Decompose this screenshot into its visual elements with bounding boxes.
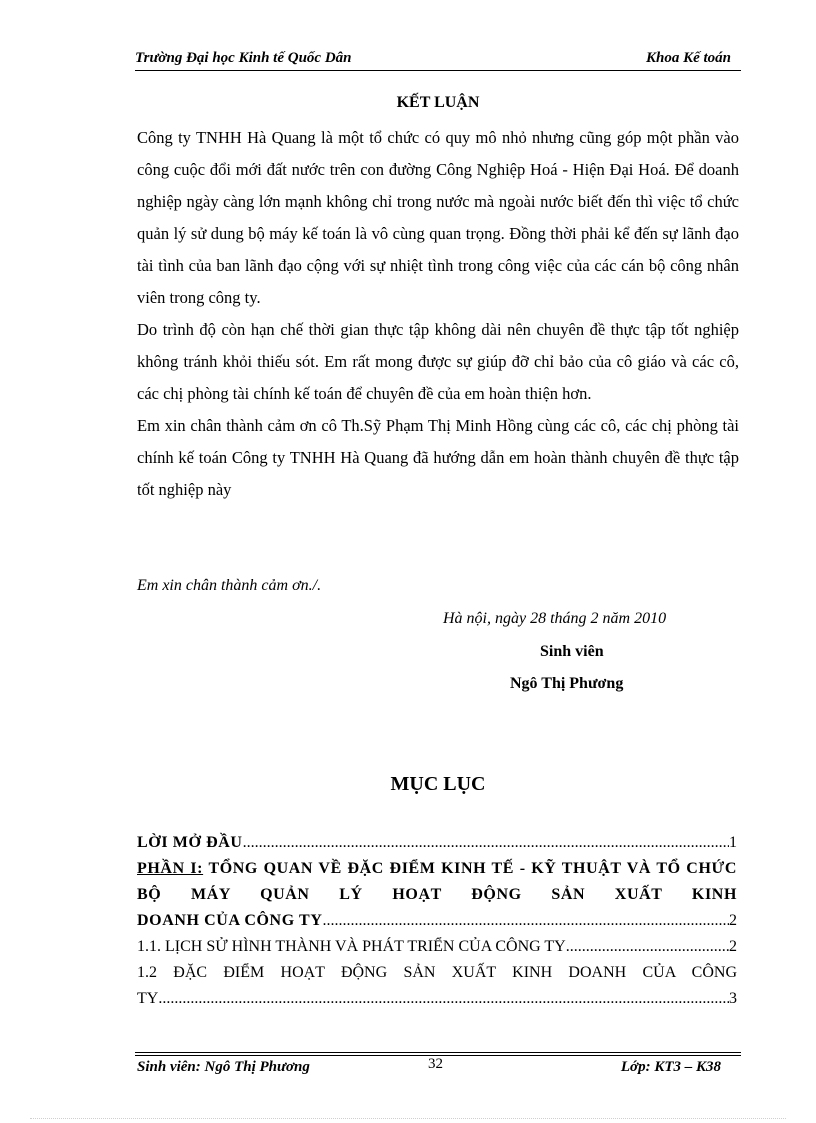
signer-role: Sinh viên <box>540 643 604 660</box>
thanks-line: Em xin chân thành cảm ơn./. <box>137 577 322 594</box>
table-of-contents <box>137 830 737 1012</box>
toc-entry[interactable] <box>137 960 737 1012</box>
toc-leader <box>243 830 729 856</box>
header-faculty: Khoa Kế toán <box>645 50 731 66</box>
toc-entry-page: 3 <box>729 990 737 1007</box>
signer-name: Ngô Thị Phương <box>510 675 624 692</box>
place-date: Hà nội, ngày 28 tháng 2 năm 2010 <box>443 610 667 627</box>
toc-entry-last-line: TY <box>137 990 159 1007</box>
toc-entry-page: 2 <box>729 938 737 955</box>
toc-entry-text: TỔNG QUAN VỀ ĐẶC ĐIỂM KINH TẾ - KỸ THUẬT VÀ TỔ CHỨC BỘ MÁY QUẢN LÝ HOẠT ĐỘNG SẢN XUẤT KINH <box>137 860 737 903</box>
conclusion-body <box>137 122 739 506</box>
toc-entry-page: 2 <box>729 912 737 929</box>
page-footer <box>135 1052 741 1082</box>
conclusion-paragraph-3: Em xin chân thành cảm ơn cô Th.Sỹ Phạm Thị Minh Hồng cùng các cô, các chị phòng tài chính kế toán Công ty TNHH Hà Quang đã hướng dẫn em hoàn thành chuyên đề thực tập tốt nghiệp này <box>137 416 739 499</box>
toc-entry-text: 1.1. LỊCH SỬ HÌNH THÀNH VÀ PHÁT TRIỂN CỦA CÔNG TY <box>137 938 566 955</box>
page-header <box>135 48 741 71</box>
toc-entry[interactable] <box>137 856 737 934</box>
footer-student: Sinh viên: Ngô Thị Phương <box>137 1059 310 1075</box>
toc-entry-prefix: PHẦN I: <box>137 860 204 877</box>
toc-entry-page: 1 <box>729 834 737 851</box>
toc-entry-text: LỜI MỞ ĐẦU <box>137 834 243 851</box>
toc-entry-text: 1.2 ĐẶC ĐIỂM HOẠT ĐỘNG SẢN XUẤT KINH DOANH CỦA CÔNG <box>137 964 737 981</box>
conclusion-title: KẾT LUẬN <box>396 94 480 111</box>
page-edge-divider <box>30 1118 786 1119</box>
conclusion-paragraph-2: Do trình độ còn hạn chế thời gian thực tập không dài nên chuyên đề thực tập tốt nghiệp không tránh khỏi thiếu sót. Em rất mong được sự giúp đỡ chỉ bảo của cô giáo và các cô, các chị phòng tài chính kế toán để chuyên đề của em hoàn thiện hơn. <box>137 320 739 403</box>
toc-leader <box>158 986 729 1012</box>
toc-entry-last-line: DOANH CỦA CÔNG TY <box>137 912 323 929</box>
conclusion-paragraph-1: Công ty TNHH Hà Quang là một tổ chức có quy mô nhỏ nhưng cũng góp một phần vào công cuộc đổi mới đất nước trên con đường Công Nghiệp Hoá - Hiện Đại Hoá. Để doanh nghiệp ngày càng lớn mạnh không chỉ trong nước mà ngoài nước biết đến thì việc tổ chức quản lý sử dung bộ máy kế toán là vô cùng quan trọng. Đồng thời phải kể đến sự lãnh đạo tài tình của ban lãnh đạo cộng với sự nhiệt tình trong công việc của các cán bộ công nhân viên trong công ty. <box>137 128 739 307</box>
page-number: 32 <box>428 1056 443 1072</box>
footer-class: Lớp: KT3 – K38 <box>620 1059 721 1075</box>
toc-leader <box>566 934 729 960</box>
header-university: Trường Đại học Kinh tế Quốc Dân <box>135 50 352 66</box>
toc-entry[interactable] <box>137 934 737 960</box>
toc-leader <box>322 908 729 934</box>
toc-title: MỤC LỤC <box>390 773 486 795</box>
toc-entry[interactable] <box>137 830 737 856</box>
